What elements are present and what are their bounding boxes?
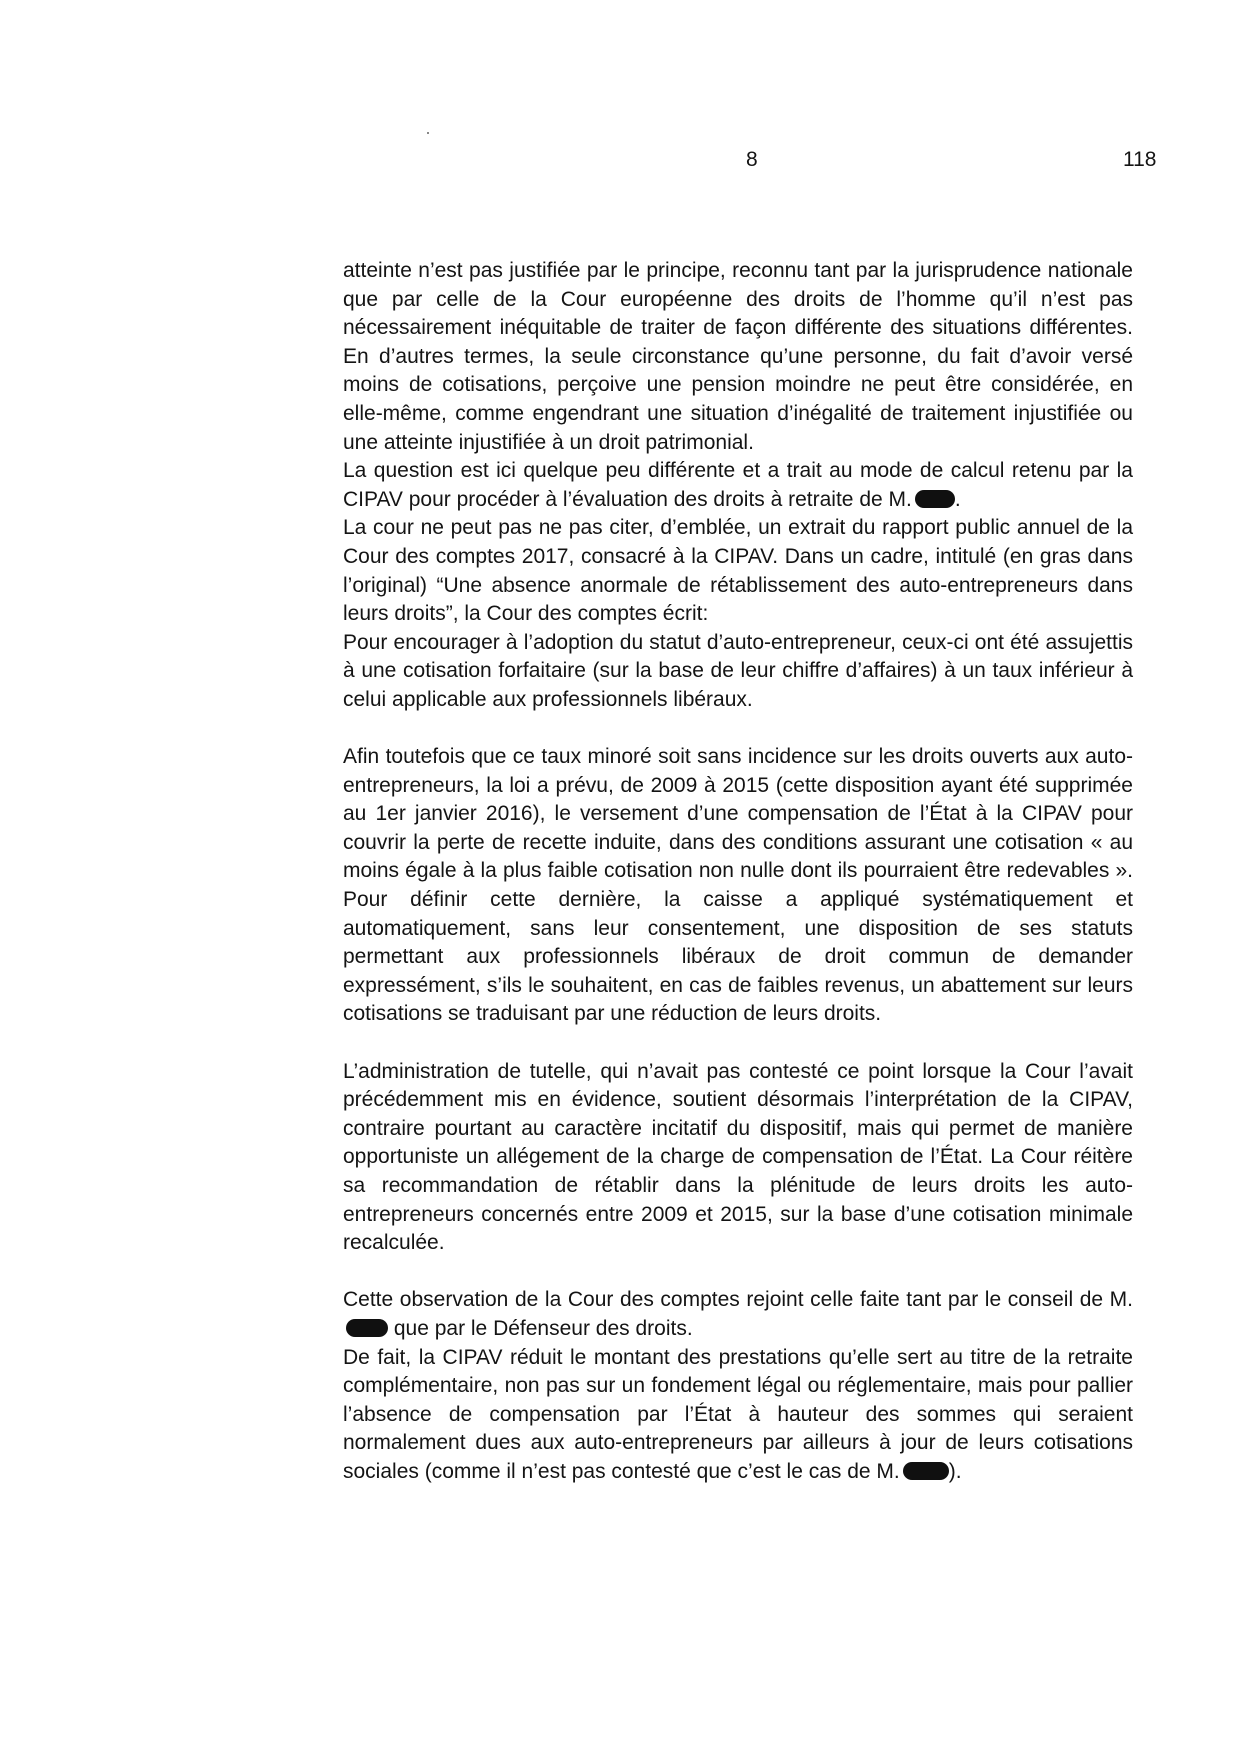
- paragraph-8-text-after: ).: [948, 1459, 962, 1483]
- paragraph-4-text: Pour encourager à l’adoption du statut d’auto-entrepreneur, ceux-ci ont été assujettis à une cotisation forfaitaire (sur la base de leur chiffre d’affaires) à un taux inférieur à celui applicable aux professionnels libéraux.: [343, 630, 1133, 711]
- paragraph-1: [343, 257, 1133, 457]
- document-body: [343, 257, 1133, 1487]
- paragraph-1-text: atteinte n’est pas justifiée par le principe, reconnu tant par la jurisprudence nationale que par celle de la Cour européenne des droits de l’homme qu’il n’est pas nécessairement inéquitable de traiter de façon différente des situations différentes. En d’autres termes, la seule circonstance qu’une personne, du fait d’avoir versé moins de cotisations, perçoive une pension moindre ne peut être considérée, en elle-même, comme engendrant une situation d’inégalité de traitement injustifiée ou une atteinte injustifiée à un droit patrimonial.: [343, 259, 1133, 454]
- paragraph-6-quote: [343, 1058, 1133, 1258]
- paragraph-2: [343, 457, 1133, 514]
- paragraph-2-text-after: .: [954, 487, 961, 511]
- paragraph-8: [343, 1344, 1133, 1487]
- paragraph-5-text: Afin toutefois que ce taux minoré soit sans incidence sur les droits ouverts aux auto-entrepreneurs, la loi a prévu, de 2009 à 2015 (cette disposition ayant été supprimée au 1er janvier 2016), le versement d’une compensation de l’État à la CIPAV pour couvrir la perte de recette induite, dans des conditions assurant une cotisation « au moins égale à la plus faible cotisation non nulle dont ils pourraient être redevables ». Pour définir cette dernière, la caisse a appliqué systématiquement et automatiquement, sans leur consentement, une disposition de ses statuts permettant aux professionnels libéraux de droit commun de demander expressément, s’ils le souhaitent, en cas de faibles revenus, un abattement sur leurs cotisations se traduisant par une réduction de leurs droits.: [343, 745, 1133, 1026]
- paragraph-3-text: La cour ne peut pas ne pas citer, d’emblée, un extrait du rapport public annuel de la Cour des comptes 2017, consacré à la CIPAV. Dans un cadre, intitulé (en gras dans l’original) “Une absence anormale de rétablissement des auto-entrepreneurs dans leurs droits”, la Cour des comptes écrit:: [343, 516, 1133, 626]
- document-number: 118: [1123, 148, 1157, 171]
- paragraph-3: [343, 514, 1133, 628]
- redacted-name: [915, 490, 955, 508]
- redacted-name: [346, 1319, 388, 1337]
- paragraph-8-text-before: De fait, la CIPAV réduit le montant des prestations qu’elle sert au titre de la retraite complémentaire, non pas sur un fondement légal ou réglementaire, mais pour pallier l’absence de compensation par l’État à hauteur des sommes qui seraient normalement dues aux auto-entrepreneurs par ailleurs à jour de leurs cotisations sociales (comme il n’est pas contesté que c’est le cas de M.: [343, 1345, 1133, 1483]
- paragraph-2-text-before: La question est ici quelque peu différente et a trait au mode de calcul retenu par la CIPAV pour procéder à l’évaluation des droits à retraite de M.: [343, 459, 1133, 511]
- paragraph-7: [343, 1286, 1133, 1343]
- scan-speck: [427, 132, 429, 134]
- paragraph-7-text-after: que par le Défenseur des droits.: [388, 1316, 693, 1340]
- paragraph-5-quote: [343, 743, 1133, 1029]
- paragraph-6-text: L’administration de tutelle, qui n’avait pas contesté ce point lorsque la Cour l’avait précédemment mis en évidence, soutient désormais l’interprétation de la CIPAV, contraire pourtant au caractère incitatif du dispositif, mais qui permet de manière opportuniste un allégement de la charge de compensation de l’État. La Cour réitère sa recommandation de rétablir dans la plénitude de leurs droits les auto-entrepreneurs concernés entre 2009 et 2015, sur la base d’une cotisation minimale recalculée.: [343, 1059, 1133, 1255]
- page-header: [0, 148, 1240, 178]
- redacted-name: [903, 1462, 949, 1480]
- paragraph-4-quote: [343, 629, 1133, 715]
- page-number: 8: [746, 148, 758, 171]
- paragraph-7-text-before: Cette observation de la Cour des comptes rejoint celle faite tant par le conseil de M.: [343, 1288, 1133, 1312]
